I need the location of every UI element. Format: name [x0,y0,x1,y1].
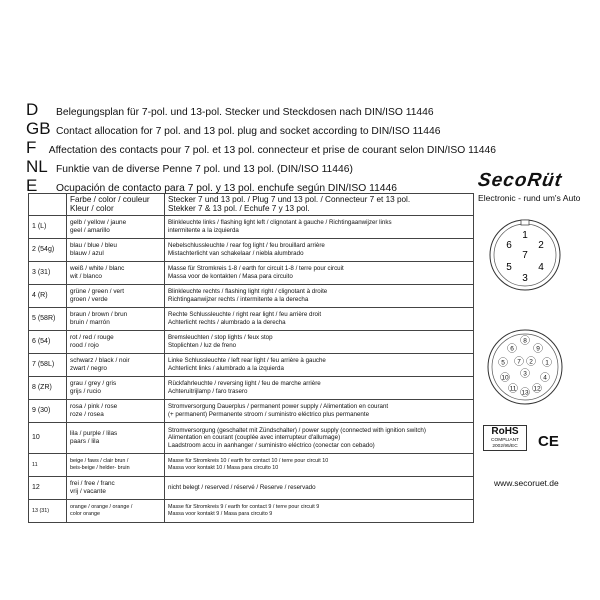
table-row [29,353,474,376]
socket-pin-label: 11 [509,385,517,393]
color-cell [67,376,165,399]
cell-line: braun / brown / brun [70,311,128,319]
cell-line: Alimentation en courant (couplée avec interrupteur d'allumage) [168,434,341,442]
pin-cell: 11 [29,453,67,476]
title-text: Funktie van de diverse Penne 7 pol. und 13 pol. (DIN/ISO 11446) [56,164,353,175]
pin-cell: 1 (L) [29,215,67,238]
cell-line: rosa / pink / rose [70,403,118,411]
socket-pin-label: 4 [538,262,544,273]
function-cell [165,284,474,307]
cell-line: Achterlicht links / alumbrado a la izquierda [168,364,284,372]
cell-line: Nebelschlussleuchte / rear fog light / feu brouillard arrière [168,242,325,250]
table-row [29,307,474,330]
cell-line: Stoplichten / luz de freno [168,341,237,349]
table-row [29,261,474,284]
title-text: Belegungsplan für 7-pol. und 13-pol. Stecker und Steckdosen nach DIN/ISO 11446 [56,107,434,118]
cell-line: frei / free / franc [70,480,115,488]
table-row [29,376,474,399]
cell-line: beige / faws / clair brun / [70,458,129,465]
table-row [29,476,474,499]
cell-line: Bremsleuchten / stop lights / feux stop [168,334,273,342]
language-code: E [26,176,38,195]
cell-line: grijs / rucio [70,387,101,395]
cell-line: Laadstroom accu in aanhanger / suministro eléctrico (conectar con cebado) [168,441,375,449]
function-cell [165,399,474,422]
cell-line: (+ permanent) Permanente stroom / suministro eléctrico plus permanente [168,410,370,418]
cell-line: Masse für Stromkreis 1-8 / earth for circuit 1-8 / terre pour circuit [168,265,344,273]
function-cell [165,453,474,476]
cell-line: paars / lila [70,437,100,445]
cell-line: wit / blanco [70,272,102,280]
cell-line: intermitente a la izquierda [168,226,239,234]
socket-pin-label: 10 [501,374,509,382]
cell-line: grau / grey / gris [70,380,117,388]
cell-line: geel / amarillo [70,226,110,234]
cell-line: Mistachterlicht van schakelaar / niebla alumbrado [168,249,304,257]
cell-line: Blinkleuchte rechts / flashing light right / clignotant à droite [168,288,328,296]
function-cell [165,476,474,499]
header-text: Stecker 7 und 13 pol. / Plug 7 und 13 pol. / Connecteur 7 et 13 pol. [168,195,411,204]
title-row-de [26,100,496,119]
cell-line: color orange [70,510,100,517]
language-code: NL [26,157,48,176]
color-cell [67,476,165,499]
cell-line: orange / orange / orange / [70,504,133,511]
cell-line: Achterlicht rechts / alumbrado a la derecha [168,318,286,326]
color-cell [67,399,165,422]
cell-line: weiß / white / blanc [70,265,125,273]
cell-line: Massa voor kontakt 10 / Masa para circuito 10 [168,464,279,471]
table-header-row [29,194,474,216]
cell-line: lila / purple / lilas [70,430,118,438]
socket-pin-label: 4 [543,374,547,382]
socket-pin-label: 5 [506,262,512,273]
ce-mark: CE [538,433,559,450]
header-text: Kleur / color [70,204,114,214]
color-cell [67,238,165,261]
cell-line: Rückfahrleuchte / reversing light / feu de marche arrière [168,380,321,388]
pin-allocation-table [28,193,474,523]
socket-pin-label: 2 [529,358,533,366]
title-row-gb [26,119,496,138]
cell-line: blau / blue / bleu [70,242,117,250]
table-row [29,238,474,261]
cell-line: schwarz / black / noir [70,357,130,365]
cell-line: Linke Schlussleuchte / left rear light / feu arrière à gauche [168,357,326,365]
color-cell [67,284,165,307]
socket-7-pin-diagram [488,218,562,292]
socket-pin-label: 8 [523,337,527,345]
socket-pin-label: 6 [510,345,514,353]
cell-line: grüne / green / vert [70,288,124,296]
brand-logo [478,170,588,204]
title-text: Contact allocation for 7 pol. and 13 pol. plug and socket according to DIN/ISO 11446 [56,126,441,137]
table-row [29,499,474,522]
language-code: F [26,138,37,157]
cell-line: Stromversorgung Dauerplus / permanent power supply / Alimentation en courant [168,403,389,411]
header-text: Stekker 7 & 13 pol. / Echufe 7 y 13 pol. [168,204,310,214]
color-cell [67,307,165,330]
function-cell [165,215,474,238]
color-cell [67,215,165,238]
socket-pin-label: 3 [523,370,527,378]
pin-cell: 8 (ZR) [29,376,67,399]
socket-pin-label: 3 [522,273,528,284]
rohs-badge [483,425,527,451]
title-text: Affectation des contacts pour 7 pol. et 13 pol. connecteur et prise de courant selon DIN/ISO 11446 [48,145,496,156]
color-cell [67,330,165,353]
function-cell [165,353,474,376]
socket-pin-label: 5 [501,359,505,367]
cell-line: Stromversorgung (geschaltet mit Zündschalter) / power supply (connected with ignition switch) [168,426,426,434]
rohs-title: RoHS [491,426,519,437]
cell-line: Massa voor de kontakten / Masa para circuito [168,272,293,280]
title-text: Ocupación de contacto para 7 pol. y 13 pol. enchufe según DIN/ISO 11446 [56,183,397,194]
table-row [29,284,474,307]
title-row-fr [26,138,496,157]
cell-line: beis-beige / helder- bruin [70,464,130,471]
table-row [29,399,474,422]
logo-wordmark: SecoRüt [476,170,564,191]
cell-line: Richtingaanwijzer rechts / intermitente a la derecha [168,295,309,303]
function-cell [165,307,474,330]
header-function-cell [165,194,474,216]
pin-cell: 5 (58R) [29,307,67,330]
cell-line: rot / red / rouge [70,334,114,342]
socket-pin-label: 7 [517,358,521,366]
cell-line: nicht belegt / reserved / réservé / Reserve / reservado [168,484,316,492]
function-cell [165,330,474,353]
cell-line: Masse für Stromkreis 9 / earth for contact 9 / terre pour circuit 9 [168,504,320,511]
color-cell [67,499,165,522]
socket-pin-label: 7 [522,250,528,261]
socket-13-pin-diagram [486,328,564,406]
socket-key-notch [521,220,529,225]
socket-pin-label: 13 [521,389,529,397]
socket-pin-label: 12 [533,385,541,393]
function-cell [165,261,474,284]
color-cell [67,353,165,376]
cell-line: Rechte Schlussleuchte / right rear light / feu arrière droit [168,311,322,319]
cell-line: groen / verde [70,295,108,303]
header-color-cell [67,194,165,216]
pin-cell: 12 [29,476,67,499]
socket-pin-label: 9 [536,345,540,353]
language-code: GB [26,119,51,138]
color-cell [67,453,165,476]
header-text: Farbe / color / couleur [70,195,150,204]
language-code: D [26,100,39,119]
cell-line: blauw / azul [70,249,104,257]
socket-pin-label: 6 [506,240,512,251]
pin-cell: 6 (54) [29,330,67,353]
socket-pin-label: 1 [545,359,549,367]
logo-tagline: Electronic - rund um's Auto [478,193,581,203]
table-row [29,422,474,453]
pin-cell: 4 (R) [29,284,67,307]
socket-pin-label: 2 [538,240,544,251]
cell-line: gelb / yellow / jaune [70,219,127,227]
cell-line: roze / rosea [70,410,104,418]
cell-line: Massa voor kontakt 9 / Masa para circuito 9 [168,510,273,517]
pin-cell: 7 (58L) [29,353,67,376]
cell-line: bruin / marrón [70,318,110,326]
pin-cell: 10 [29,422,67,453]
cell-line: vrij / vacante [70,487,106,495]
table-row [29,453,474,476]
website-link[interactable]: www.secoruet.de [494,478,559,488]
color-cell [67,422,165,453]
cell-line: Blinkleuchte links / flashing light left / clignotant à gauche / Richtingaanwijzer links [168,219,392,227]
pin-cell: 13 (31) [29,499,67,522]
pin-cell: 9 (30) [29,399,67,422]
function-cell [165,238,474,261]
function-cell [165,376,474,399]
table-row [29,330,474,353]
color-cell [67,261,165,284]
header-pin-cell [29,194,67,216]
pin-cell: 2 (54g) [29,238,67,261]
function-cell [165,422,474,453]
rohs-compliant: COMPLIANT [491,438,519,443]
socket-pin-label: 1 [522,230,528,241]
pin-cell: 3 (31) [29,261,67,284]
cell-line: Achteruitrijlamp / faro trasero [168,387,248,395]
title-block [26,100,496,195]
cell-line: zwart / negro [70,364,107,372]
rohs-directive: 2002/95/EC [492,444,518,449]
table-row [29,215,474,238]
cell-line: rood / rojo [70,341,99,349]
function-cell [165,499,474,522]
cell-line: Masse für Stromkreis 10 / earth for contact 10 / terre pour circuit 10 [168,458,329,465]
